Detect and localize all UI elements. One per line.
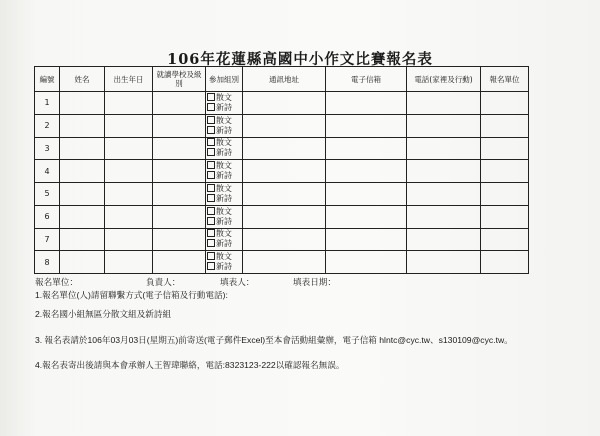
blank-entry-cell[interactable] [105, 92, 153, 115]
blank-entry-cell[interactable] [60, 251, 105, 274]
option-label: 散文 [216, 183, 232, 193]
table-header-row [35, 67, 529, 92]
category-options [206, 251, 243, 274]
option-poetry[interactable] [207, 262, 242, 272]
checkbox-icon[interactable] [207, 217, 215, 225]
option-prose[interactable] [207, 184, 242, 194]
header-phone: 電話(家裡及行動) [407, 67, 481, 92]
table-row [35, 228, 529, 251]
category-options [206, 92, 243, 115]
row-number: 2 [35, 114, 60, 137]
option-prose[interactable] [207, 138, 242, 148]
checkbox-icon[interactable] [207, 207, 215, 215]
blank-entry-cell[interactable] [481, 205, 529, 228]
option-label: 散文 [216, 252, 232, 262]
option-label: 新詩 [216, 216, 232, 226]
option-poetry[interactable] [207, 171, 242, 181]
signature-date-label: 填表日期： [293, 277, 336, 287]
form-title: 106年花蓮縣高國中小作文比賽報名表 [167, 51, 433, 68]
blank-entry-cell[interactable] [481, 160, 529, 183]
header-number: 編號 [35, 67, 60, 92]
checkbox-icon[interactable] [207, 93, 215, 101]
blank-entry-cell[interactable] [326, 114, 407, 137]
blank-entry-cell[interactable] [105, 114, 153, 137]
blank-entry-cell[interactable] [326, 205, 407, 228]
option-prose[interactable] [207, 207, 242, 217]
blank-entry-cell[interactable] [105, 183, 153, 206]
option-prose[interactable] [207, 252, 242, 262]
option-poetry[interactable] [207, 103, 242, 113]
blank-entry-cell[interactable] [105, 251, 153, 274]
option-prose[interactable] [207, 229, 242, 239]
signature-unit-label: 報名單位： [35, 277, 78, 287]
blank-entry-cell[interactable] [153, 183, 206, 206]
checkbox-icon[interactable] [207, 126, 215, 134]
blank-entry-cell[interactable] [481, 92, 529, 115]
option-poetry[interactable] [207, 148, 242, 158]
checkbox-icon[interactable] [207, 138, 215, 146]
option-poetry[interactable] [207, 239, 242, 249]
blank-entry-cell[interactable] [243, 251, 326, 274]
blank-entry-cell[interactable] [153, 92, 206, 115]
blank-entry-cell[interactable] [407, 205, 481, 228]
option-label: 新詩 [216, 125, 232, 135]
row-number: 5 [35, 183, 60, 206]
registration-table [34, 66, 529, 274]
category-options [206, 183, 243, 206]
blank-entry-cell[interactable] [60, 228, 105, 251]
category-options [206, 205, 243, 228]
table-row [35, 251, 529, 274]
blank-entry-cell[interactable] [407, 92, 481, 115]
blank-entry-cell[interactable] [60, 137, 105, 160]
blank-entry-cell[interactable] [326, 183, 407, 206]
blank-entry-cell[interactable] [105, 137, 153, 160]
checkbox-icon[interactable] [207, 161, 215, 169]
option-prose[interactable] [207, 116, 242, 126]
header-birthdate: 出生年日 [105, 67, 153, 92]
blank-entry-cell[interactable] [153, 114, 206, 137]
note-2: 2.報名國小組無區分散文組及新詩組 [35, 309, 172, 319]
note-4: 4.報名表寄出後請與本會承辦人王智瑋聯絡，電話:8323123-222以確認報名無誤。 [35, 360, 345, 370]
option-label: 散文 [216, 161, 232, 171]
checkbox-icon[interactable] [207, 239, 215, 247]
checkbox-icon[interactable] [207, 103, 215, 111]
blank-entry-cell[interactable] [60, 160, 105, 183]
checkbox-icon[interactable] [207, 184, 215, 192]
blank-entry-cell[interactable] [243, 205, 326, 228]
blank-entry-cell[interactable] [407, 251, 481, 274]
blank-entry-cell[interactable] [105, 228, 153, 251]
blank-entry-cell[interactable] [105, 205, 153, 228]
category-options [206, 160, 243, 183]
blank-entry-cell[interactable] [153, 137, 206, 160]
checkbox-icon[interactable] [207, 194, 215, 202]
header-unit: 報名單位 [481, 67, 529, 92]
blank-entry-cell[interactable] [326, 160, 407, 183]
category-options [206, 137, 243, 160]
header-address: 通訊地址 [243, 67, 326, 92]
signature-filler-label: 填表人： [220, 277, 255, 287]
blank-entry-cell[interactable] [243, 137, 326, 160]
blank-entry-cell[interactable] [105, 160, 153, 183]
signature-person-label: 負責人： [146, 277, 181, 287]
blank-entry-cell[interactable] [481, 228, 529, 251]
blank-entry-cell[interactable] [407, 137, 481, 160]
row-number: 3 [35, 137, 60, 160]
row-number: 6 [35, 205, 60, 228]
category-options [206, 114, 243, 137]
table-row [35, 92, 529, 115]
checkbox-icon[interactable] [207, 171, 215, 179]
checkbox-icon[interactable] [207, 148, 215, 156]
blank-entry-cell[interactable] [407, 160, 481, 183]
header-school-grade: 就讀學校及級別 [153, 67, 206, 92]
header-email: 電子信箱 [326, 67, 407, 92]
blank-entry-cell[interactable] [60, 183, 105, 206]
row-number: 1 [35, 92, 60, 115]
option-label: 散文 [216, 229, 232, 239]
option-prose[interactable] [207, 161, 242, 171]
blank-entry-cell[interactable] [326, 92, 407, 115]
option-label: 新詩 [216, 148, 232, 158]
table-body [35, 92, 529, 274]
blank-entry-cell[interactable] [243, 92, 326, 115]
blank-entry-cell[interactable] [407, 114, 481, 137]
blank-entry-cell[interactable] [153, 228, 206, 251]
blank-entry-cell[interactable] [326, 251, 407, 274]
row-number: 7 [35, 228, 60, 251]
checkbox-icon[interactable] [207, 252, 215, 260]
blank-entry-cell[interactable] [243, 228, 326, 251]
option-label: 散文 [216, 138, 232, 148]
blank-entry-cell[interactable] [481, 183, 529, 206]
note-3: 3. 報名表請於106年03月03日(星期五)前寄送(電子郵件Excel)至本會活動組彙辦，電子信箱 hlntc@cyc.tw、s130109@cyc.tw。 [35, 335, 513, 345]
option-poetry[interactable] [207, 194, 242, 204]
table-row [35, 183, 529, 206]
blank-entry-cell[interactable] [481, 251, 529, 274]
option-label: 新詩 [216, 262, 232, 272]
header-category: 參加組別 [206, 67, 243, 92]
table-row [35, 160, 529, 183]
blank-entry-cell[interactable] [153, 251, 206, 274]
option-label: 散文 [216, 92, 232, 102]
row-number: 4 [35, 160, 60, 183]
option-label: 新詩 [216, 193, 232, 203]
blank-entry-cell[interactable] [243, 114, 326, 137]
table-row [35, 137, 529, 160]
blank-entry-cell[interactable] [153, 205, 206, 228]
option-label: 新詩 [216, 239, 232, 249]
blank-entry-cell[interactable] [326, 228, 407, 251]
checkbox-icon[interactable] [207, 229, 215, 237]
option-poetry[interactable] [207, 126, 242, 136]
option-poetry[interactable] [207, 217, 242, 227]
table-row [35, 205, 529, 228]
blank-entry-cell[interactable] [60, 92, 105, 115]
option-label: 散文 [216, 206, 232, 216]
row-number: 8 [35, 251, 60, 274]
blank-entry-cell[interactable] [60, 114, 105, 137]
table-row [35, 114, 529, 137]
option-prose[interactable] [207, 93, 242, 103]
blank-entry-cell[interactable] [407, 228, 481, 251]
note-1: 1.報名單位(人)請留聯繫方式(電子信箱及行動電話): [35, 290, 228, 300]
category-options [206, 228, 243, 251]
checkbox-icon[interactable] [207, 262, 215, 270]
blank-entry-cell[interactable] [60, 205, 105, 228]
option-label: 新詩 [216, 171, 232, 181]
option-label: 散文 [216, 115, 232, 125]
blank-entry-cell[interactable] [153, 160, 206, 183]
header-name: 姓名 [60, 67, 105, 92]
option-label: 新詩 [216, 102, 232, 112]
blank-entry-cell[interactable] [407, 183, 481, 206]
blank-entry-cell[interactable] [243, 160, 326, 183]
checkbox-icon[interactable] [207, 116, 215, 124]
blank-entry-cell[interactable] [481, 114, 529, 137]
blank-entry-cell[interactable] [326, 137, 407, 160]
blank-entry-cell[interactable] [481, 137, 529, 160]
blank-entry-cell[interactable] [243, 183, 326, 206]
